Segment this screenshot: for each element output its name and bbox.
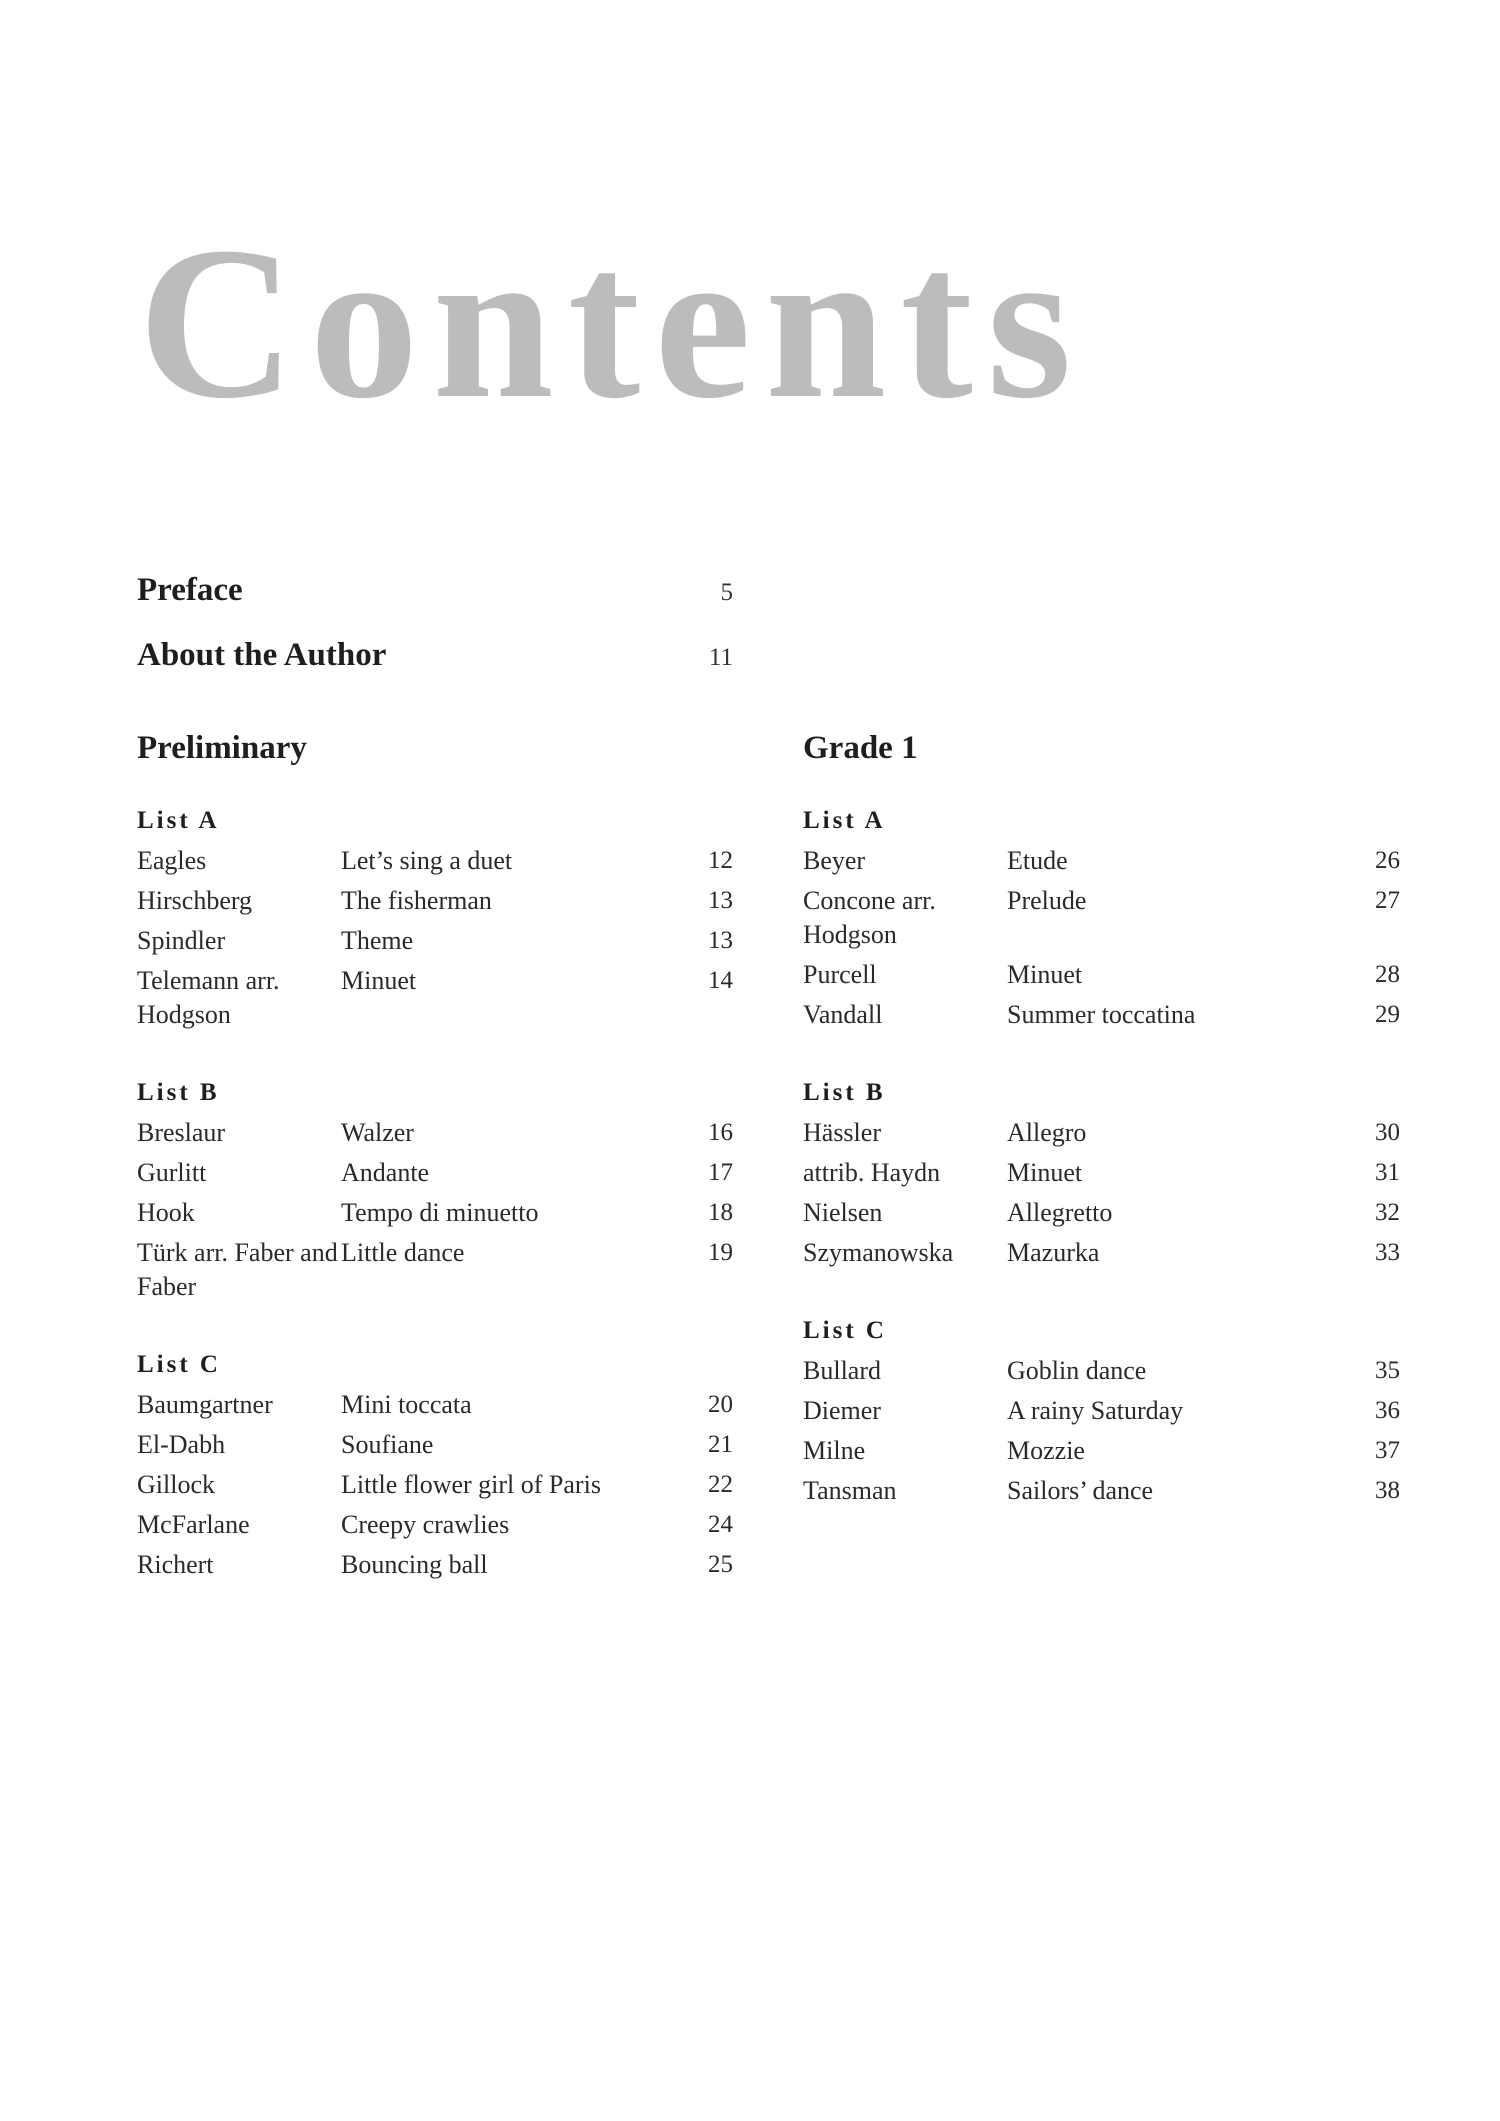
toc-entry[interactable] — [137, 884, 733, 918]
piece-title: Mini toccata — [341, 1390, 472, 1419]
list-section — [137, 802, 733, 1032]
piece-title: Andante — [341, 1158, 430, 1187]
composer-name: Hirschberg — [137, 886, 253, 915]
list-heading: List C — [803, 1317, 887, 1344]
toc-page-number: 18 — [708, 1199, 733, 1226]
toc-page-number: 38 — [1375, 1477, 1400, 1504]
toc-page-number: 21 — [708, 1431, 733, 1458]
toc-page-number: 12 — [708, 847, 733, 874]
toc-page-number: 20 — [708, 1391, 733, 1418]
piece-title: Etude — [1007, 846, 1068, 875]
toc-page-number: 33 — [1375, 1239, 1400, 1266]
composer-name: Bullard — [803, 1356, 881, 1385]
piece-title: Minuet — [341, 966, 417, 995]
piece-title: Little dance — [341, 1238, 465, 1267]
list-heading: List A — [803, 807, 886, 834]
grade-heading: Grade 1 — [803, 730, 918, 766]
toc-page-number: 25 — [708, 1551, 733, 1578]
composer-name: Szymanowska — [803, 1238, 954, 1267]
toc-entry[interactable] — [137, 1156, 733, 1190]
toc-page-number: 37 — [1375, 1437, 1400, 1464]
piece-title: Bouncing ball — [341, 1550, 488, 1579]
toc-page-number: 24 — [708, 1511, 733, 1538]
piece-title: Let’s sing a duet — [341, 846, 513, 875]
toc-entry[interactable] — [137, 1236, 733, 1304]
toc-page-number: 26 — [1375, 847, 1400, 874]
toc-entry-preface[interactable] — [137, 572, 733, 609]
composer-name: Tansman — [803, 1476, 897, 1505]
grade-heading: Preliminary — [137, 730, 307, 766]
grade-column-preliminary — [137, 728, 733, 1624]
composer-name: Baumgartner — [137, 1390, 273, 1419]
toc-entry[interactable] — [803, 1116, 1400, 1150]
toc-entry[interactable] — [803, 1434, 1400, 1468]
toc-entry[interactable] — [137, 1468, 733, 1502]
toc-page-number: 13 — [708, 927, 733, 954]
list-heading: List B — [137, 1079, 220, 1106]
list-section — [137, 1074, 733, 1304]
toc-page-number: 30 — [1375, 1119, 1400, 1146]
piece-title: Summer toccatina — [1007, 1000, 1196, 1029]
grade-column-grade-1 — [803, 728, 1400, 1550]
composer-name: Hook — [137, 1198, 195, 1227]
piece-title: Allegro — [1007, 1118, 1087, 1147]
page-title: Contents — [138, 203, 1086, 444]
toc-entry[interactable] — [803, 1394, 1400, 1428]
composer-name: Hässler — [803, 1118, 881, 1147]
toc-page-number: 19 — [708, 1239, 733, 1266]
composer-name: Türk arr. Faber and Faber — [137, 1238, 338, 1301]
piece-title: Minuet — [1007, 960, 1083, 989]
toc-page-number: 5 — [720, 579, 733, 606]
toc-page-number: 11 — [708, 644, 733, 671]
composer-name: Gillock — [137, 1470, 215, 1499]
toc-entry[interactable] — [137, 1196, 733, 1230]
piece-title: Theme — [341, 926, 414, 955]
toc-page-number: 13 — [708, 887, 733, 914]
list-heading: List A — [137, 807, 220, 834]
piece-title: Little flower girl of Paris — [341, 1470, 601, 1499]
toc-entry[interactable] — [137, 1388, 733, 1422]
list-section — [803, 1312, 1400, 1508]
list-section — [803, 1074, 1400, 1270]
toc-page-number: 32 — [1375, 1199, 1400, 1226]
toc-entry[interactable] — [137, 924, 733, 958]
toc-page-number: 35 — [1375, 1357, 1400, 1384]
toc-entry[interactable] — [803, 958, 1400, 992]
toc-entry[interactable] — [803, 1236, 1400, 1270]
toc-entry[interactable] — [137, 1428, 733, 1462]
toc-page-number: 31 — [1375, 1159, 1400, 1186]
toc-page-number: 29 — [1375, 1001, 1400, 1028]
piece-title: A rainy Saturday — [1007, 1396, 1184, 1425]
toc-entry[interactable] — [137, 844, 733, 878]
toc-entry[interactable] — [803, 1354, 1400, 1388]
piece-title: Mazurka — [1007, 1238, 1100, 1267]
toc-entry-about-the-author[interactable] — [137, 637, 733, 674]
toc-entry[interactable] — [137, 1548, 733, 1582]
toc-entry[interactable] — [803, 1474, 1400, 1508]
composer-name: Nielsen — [803, 1198, 883, 1227]
composer-name: Richert — [137, 1550, 214, 1579]
piece-title: Sailors’ dance — [1007, 1476, 1154, 1505]
composer-name: Spindler — [137, 926, 226, 955]
list-heading: List B — [803, 1079, 886, 1106]
toc-page-number: 22 — [708, 1471, 733, 1498]
composer-name: Milne — [803, 1436, 866, 1465]
toc-page-number: 36 — [1375, 1397, 1400, 1424]
piece-title: The fisherman — [341, 886, 492, 915]
composer-name: Eagles — [137, 846, 207, 875]
toc-entry-label: Preface — [137, 572, 243, 608]
piece-title: Walzer — [341, 1118, 414, 1147]
toc-page-number: 16 — [708, 1119, 733, 1146]
piece-title: Prelude — [1007, 886, 1087, 915]
composer-name: El-Dabh — [137, 1430, 226, 1459]
composer-name: Concone arr. Hodgson — [803, 886, 936, 949]
piece-title: Creepy crawlies — [341, 1510, 510, 1539]
toc-entry[interactable] — [803, 844, 1400, 878]
composer-name: Gurlitt — [137, 1158, 207, 1187]
list-section — [137, 1346, 733, 1582]
composer-name: Breslaur — [137, 1118, 226, 1147]
composer-name: McFarlane — [137, 1510, 250, 1539]
piece-title: Allegretto — [1007, 1198, 1113, 1227]
toc-entry[interactable] — [803, 998, 1400, 1032]
toc-page-number: 17 — [708, 1159, 733, 1186]
composer-name: Vandall — [803, 1000, 883, 1029]
composer-name: Beyer — [803, 846, 866, 875]
toc-entry[interactable] — [137, 1508, 733, 1542]
toc-entry[interactable] — [803, 884, 1400, 952]
toc-entry[interactable] — [803, 1196, 1400, 1230]
piece-title: Minuet — [1007, 1158, 1083, 1187]
toc-page-number: 27 — [1375, 887, 1400, 914]
piece-title: Tempo di minuetto — [341, 1198, 539, 1227]
composer-name: attrib. Haydn — [803, 1158, 941, 1187]
piece-title: Soufiane — [341, 1430, 434, 1459]
composer-name: Telemann arr. Hodgson — [137, 966, 280, 1029]
composer-name: Purcell — [803, 960, 877, 989]
toc-page-number: 14 — [708, 967, 733, 994]
toc-entry[interactable] — [803, 1156, 1400, 1190]
composer-name: Diemer — [803, 1396, 881, 1425]
toc-entry[interactable] — [137, 964, 733, 1032]
list-heading: List C — [137, 1351, 221, 1378]
piece-title: Mozzie — [1007, 1436, 1085, 1465]
toc-entry[interactable] — [137, 1116, 733, 1150]
piece-title: Goblin dance — [1007, 1356, 1147, 1385]
list-section — [803, 802, 1400, 1032]
toc-entry-label: About the Author — [137, 637, 387, 673]
toc-page-number: 28 — [1375, 961, 1400, 988]
